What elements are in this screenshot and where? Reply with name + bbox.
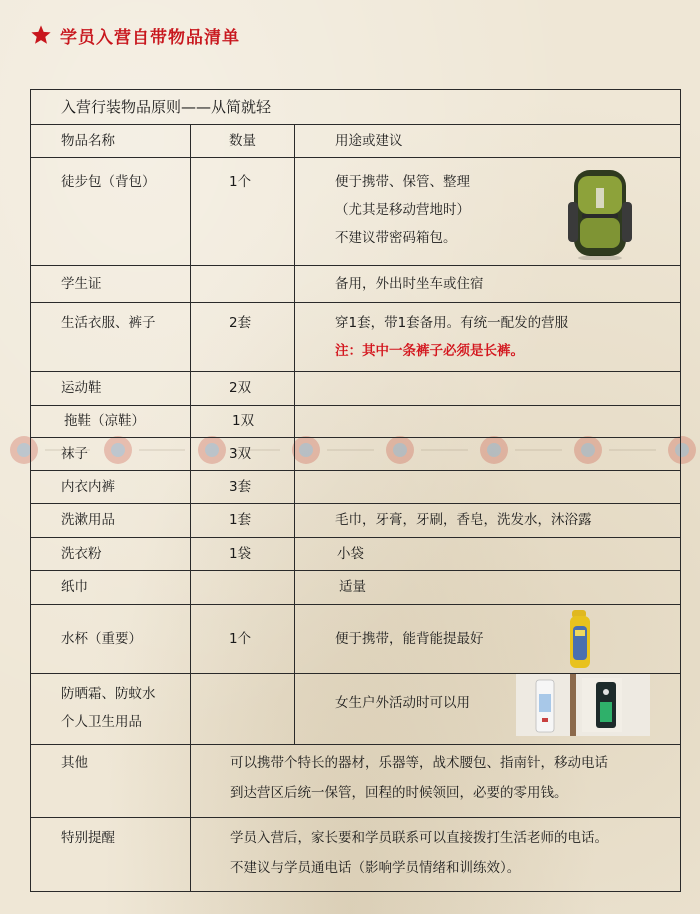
column-header-use: 用途或建议	[335, 133, 403, 149]
toiletries-image	[516, 674, 650, 736]
page-header	[30, 22, 240, 48]
item-name: 内衣内裤	[31, 471, 191, 503]
item-name: 其他	[31, 745, 191, 817]
merged-line: 不建议与学员通电话（影响学员情绪和训练效）。	[230, 860, 521, 876]
item-use	[295, 266, 680, 302]
item-qty: 3套	[191, 471, 295, 503]
item-qty: 1个	[191, 158, 295, 265]
table-title: 入营行装物品原则——从简就轻	[61, 98, 272, 116]
item-name: 纸巾	[31, 571, 191, 604]
use-line: 女生户外活动时可以用	[335, 695, 470, 711]
star-icon	[30, 24, 52, 46]
item-name: 特别提醒	[31, 818, 191, 891]
item-name: 运动鞋	[31, 372, 191, 405]
item-qty: 1双	[191, 406, 295, 437]
use-line: 便于携带，能背能提最好	[335, 631, 484, 647]
item-name-line: 防晒霜、防蚊水	[61, 686, 156, 702]
table-row	[31, 157, 680, 265]
item-name: 学生证	[31, 266, 191, 302]
item-name: 生活衣服、裤子	[31, 303, 191, 371]
table-row	[31, 405, 680, 437]
backpack-image	[560, 168, 640, 260]
item-qty: 2双	[191, 372, 295, 405]
water-bottle-image	[566, 608, 596, 670]
item-use: 适量	[339, 579, 366, 595]
table-row	[31, 503, 680, 537]
item-merged-text	[191, 818, 680, 891]
use-line: （尤其是移动营地时）	[335, 202, 470, 218]
item-name: 水杯（重要）	[31, 605, 191, 673]
use-line: 不建议带密码箱包。	[335, 230, 457, 246]
item-use: 毛巾，牙膏，牙刷，香皂，洗发水，沐浴露	[335, 512, 592, 528]
table-row	[31, 437, 680, 470]
table-row	[31, 371, 680, 405]
column-header-qty: 数量	[191, 125, 295, 157]
merged-line: 到达营区后统一保管，回程的时候领回，必要的零用钱。	[230, 785, 568, 801]
merged-line: 学员入营后，家长要和学员联系可以直接拨打生活老师的电话。	[230, 830, 608, 846]
item-use	[295, 303, 680, 371]
use-line: 穿1套，带1套备用。有统一配发的营服	[335, 315, 569, 331]
item-use	[295, 372, 680, 405]
item-qty: 2套	[191, 303, 295, 371]
item-qty: 3双	[191, 438, 295, 470]
table-header-row	[31, 124, 680, 157]
item-name: 徒步包（背包）	[31, 158, 191, 265]
item-name: 拖鞋（凉鞋）	[31, 406, 191, 437]
item-merged-text	[191, 745, 680, 817]
column-header-name: 物品名称	[31, 125, 191, 157]
item-use	[295, 605, 680, 673]
item-qty	[191, 674, 295, 744]
use-line: 便于携带、保管、整理	[335, 174, 470, 190]
table-row	[31, 570, 680, 604]
item-name: 洗漱用品	[31, 504, 191, 537]
item-name-line: 个人卫生用品	[61, 714, 142, 730]
packing-list-table	[30, 89, 681, 892]
item-qty	[191, 266, 295, 302]
table-row	[31, 817, 680, 891]
note-text: 注：其中一条裤子必须是长裤。	[335, 343, 524, 359]
item-use	[295, 406, 680, 437]
item-use	[295, 471, 680, 503]
item-qty: 1个	[191, 605, 295, 673]
item-use	[295, 158, 680, 265]
table-row	[31, 537, 680, 570]
item-use: 小袋	[337, 546, 364, 562]
table-row	[31, 744, 680, 817]
merged-line: 可以携带个特长的器材，乐器等，战术腰包、指南针，移动电话	[230, 755, 608, 771]
item-name: 洗衣粉	[31, 538, 191, 570]
page-title: 学员入营自带物品清单	[60, 27, 240, 48]
table-row	[31, 470, 680, 503]
use-line: 备用，外出时坐车或住宿	[335, 276, 484, 292]
item-name: 袜子	[31, 438, 191, 470]
item-name	[31, 674, 191, 744]
table-row	[31, 673, 680, 744]
item-use	[295, 438, 680, 470]
table-row	[31, 302, 680, 371]
item-qty: 1袋	[191, 538, 295, 570]
item-qty: 1套	[191, 504, 295, 537]
table-row	[31, 604, 680, 673]
item-use	[295, 674, 680, 744]
table-row	[31, 265, 680, 302]
table-title-row	[31, 90, 680, 124]
item-qty	[191, 571, 295, 604]
